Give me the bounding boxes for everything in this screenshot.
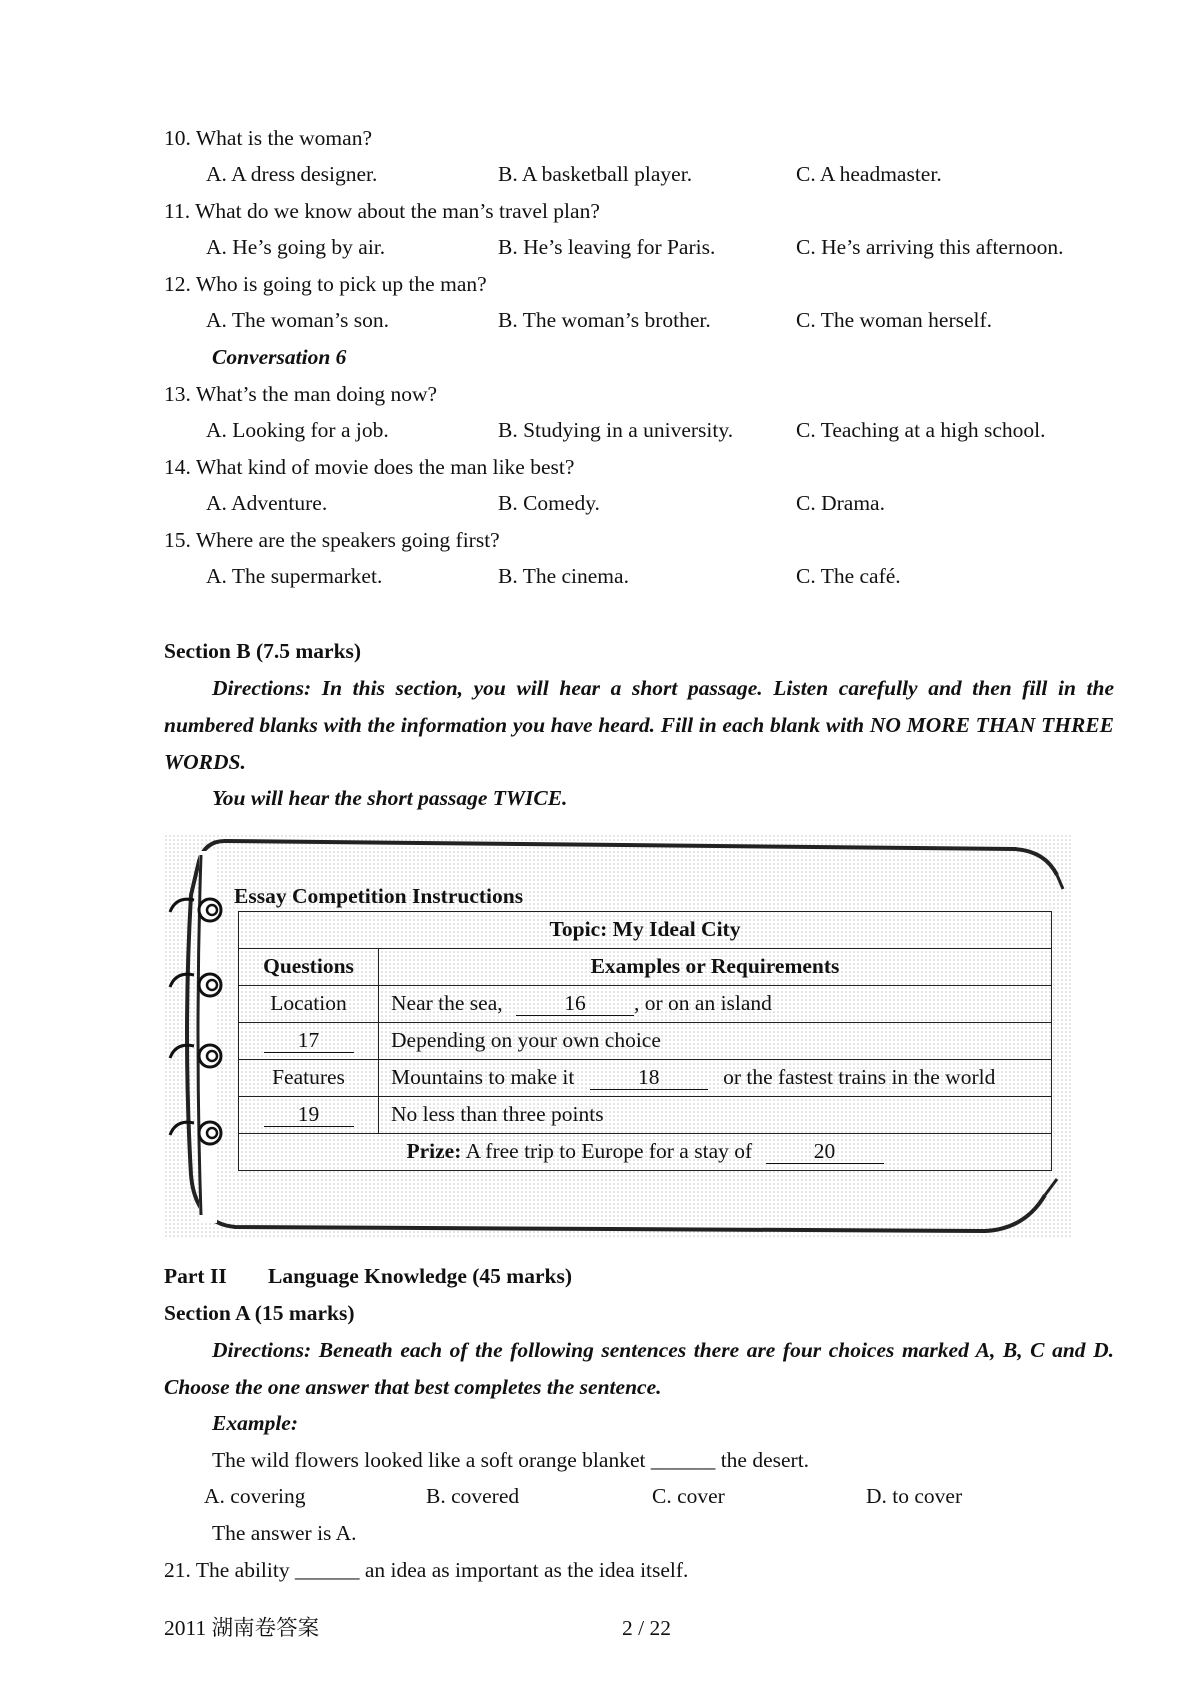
question-12-option-b: B. The woman’s brother. bbox=[498, 308, 711, 332]
footer-title: 2011 湖南卷答案 bbox=[164, 1616, 320, 1640]
row-2-value: Depending on your own choice bbox=[379, 1023, 1052, 1060]
column-header-questions: Questions bbox=[239, 949, 379, 986]
question-10-option-c: C. A headmaster. bbox=[796, 162, 942, 186]
prize-text: A free trip to Europe for a stay of bbox=[465, 1139, 753, 1164]
row-location-label: Location bbox=[239, 986, 379, 1023]
essay-topic: Topic: My Ideal City bbox=[239, 912, 1052, 949]
question-14-option-c: C. Drama. bbox=[796, 491, 885, 515]
row-4-label bbox=[239, 1097, 379, 1134]
question-11-stem: 11. What do we know about the man’s travel plan? bbox=[164, 199, 600, 223]
question-15-option-b: B. The cinema. bbox=[498, 564, 629, 588]
example-sentence: The wild flowers looked like a soft orange blanket ______ the desert. bbox=[212, 1448, 810, 1472]
spiral-ring-icon bbox=[166, 1036, 228, 1076]
part-2-label: Part II bbox=[164, 1264, 227, 1288]
row-features-text-end: or the fastest trains in the world bbox=[723, 1065, 996, 1090]
part-2-title: Language Knowledge (45 marks) bbox=[268, 1264, 572, 1288]
spiral-ring-icon bbox=[166, 1113, 228, 1153]
question-12-option-c: C. The woman herself. bbox=[796, 308, 993, 332]
question-10-option-b: B. A basketball player. bbox=[498, 162, 693, 186]
question-21-stem: 21. The ability ______ an idea as important as the idea itself. bbox=[164, 1558, 689, 1582]
question-11-option-c: C. He’s arriving this afternoon. bbox=[796, 235, 1064, 259]
prize-row bbox=[239, 1134, 1052, 1171]
row-features-label: Features bbox=[239, 1060, 379, 1097]
row-2-label bbox=[239, 1023, 379, 1060]
table-row bbox=[239, 1097, 1052, 1134]
spiral-ring-icon bbox=[166, 965, 228, 1005]
table-row bbox=[239, 1023, 1052, 1060]
row-4-value: No less than three points bbox=[379, 1097, 1052, 1134]
question-14-option-b: B. Comedy. bbox=[498, 491, 600, 515]
page-number: 2 / 22 bbox=[622, 1616, 671, 1640]
example-option-d: D. to cover bbox=[866, 1484, 963, 1508]
row-features-value bbox=[379, 1060, 1052, 1097]
table-row bbox=[239, 986, 1052, 1023]
question-14-option-a: A. Adventure. bbox=[206, 491, 328, 515]
essay-title: Essay Competition Instructions bbox=[234, 884, 524, 908]
example-option-a: A. covering bbox=[204, 1484, 306, 1508]
question-12-option-a: A. The woman’s son. bbox=[206, 308, 389, 332]
essay-table bbox=[238, 911, 1052, 1171]
section-b-heading: Section B (7.5 marks) bbox=[164, 639, 362, 663]
table-row bbox=[239, 1060, 1052, 1097]
section-a-heading: Section A (15 marks) bbox=[164, 1301, 355, 1325]
question-10-option-a: A. A dress designer. bbox=[206, 162, 378, 186]
example-option-b: B. covered bbox=[426, 1484, 520, 1508]
question-13-option-a: A. Looking for a job. bbox=[206, 418, 389, 442]
row-location-value bbox=[379, 986, 1052, 1023]
question-10-stem: 10. What is the woman? bbox=[164, 126, 372, 150]
question-15-stem: 15. Where are the speakers going first? bbox=[164, 528, 500, 552]
example-label: Example: bbox=[212, 1411, 298, 1435]
question-15-option-c: C. The café. bbox=[796, 564, 901, 588]
question-13-option-c: C. Teaching at a high school. bbox=[796, 418, 1046, 442]
spiral-ring-icon bbox=[166, 890, 228, 930]
blank-16: 16 bbox=[516, 992, 634, 1016]
column-header-examples: Examples or Requirements bbox=[379, 949, 1052, 986]
table-row bbox=[239, 1134, 1052, 1171]
row-location-text-end: , or on an island bbox=[634, 991, 772, 1016]
conversation-6-heading: Conversation 6 bbox=[212, 345, 347, 369]
example-answer: The answer is A. bbox=[212, 1521, 357, 1545]
question-14-stem: 14. What kind of movie does the man like best? bbox=[164, 455, 575, 479]
question-13-option-b: B. Studying in a university. bbox=[498, 418, 734, 442]
row-location-text: Near the sea, bbox=[391, 991, 503, 1016]
blank-17: 17 bbox=[264, 1029, 354, 1053]
question-15-option-a: A. The supermarket. bbox=[206, 564, 383, 588]
section-a-directions: Directions: Beneath each of the following sentences there are four choices marked A, B, C and D. Choose the one answer that best completes the sentence. bbox=[164, 1338, 1114, 1399]
section-b-twice-note: You will hear the short passage TWICE. bbox=[212, 786, 568, 810]
blank-19: 19 bbox=[264, 1103, 354, 1127]
blank-20: 20 bbox=[766, 1140, 884, 1164]
question-11-option-a: A. He’s going by air. bbox=[206, 235, 386, 259]
blank-18: 18 bbox=[590, 1066, 708, 1090]
question-11-option-b: B. He’s leaving for Paris. bbox=[498, 235, 716, 259]
example-option-c: C. cover bbox=[652, 1484, 725, 1508]
prize-label: Prize: bbox=[406, 1139, 462, 1164]
section-b-directions: Directions: In this section, you will hear a short passage. Listen carefully and then fill in the numbered blanks with the information you have heard. Fill in each blank with NO MORE THAN THREE WORDS. bbox=[164, 676, 1114, 774]
question-12-stem: 12. Who is going to pick up the man? bbox=[164, 272, 487, 296]
question-13-stem: 13. What’s the man doing now? bbox=[164, 382, 438, 406]
row-features-text: Mountains to make it bbox=[391, 1065, 575, 1090]
